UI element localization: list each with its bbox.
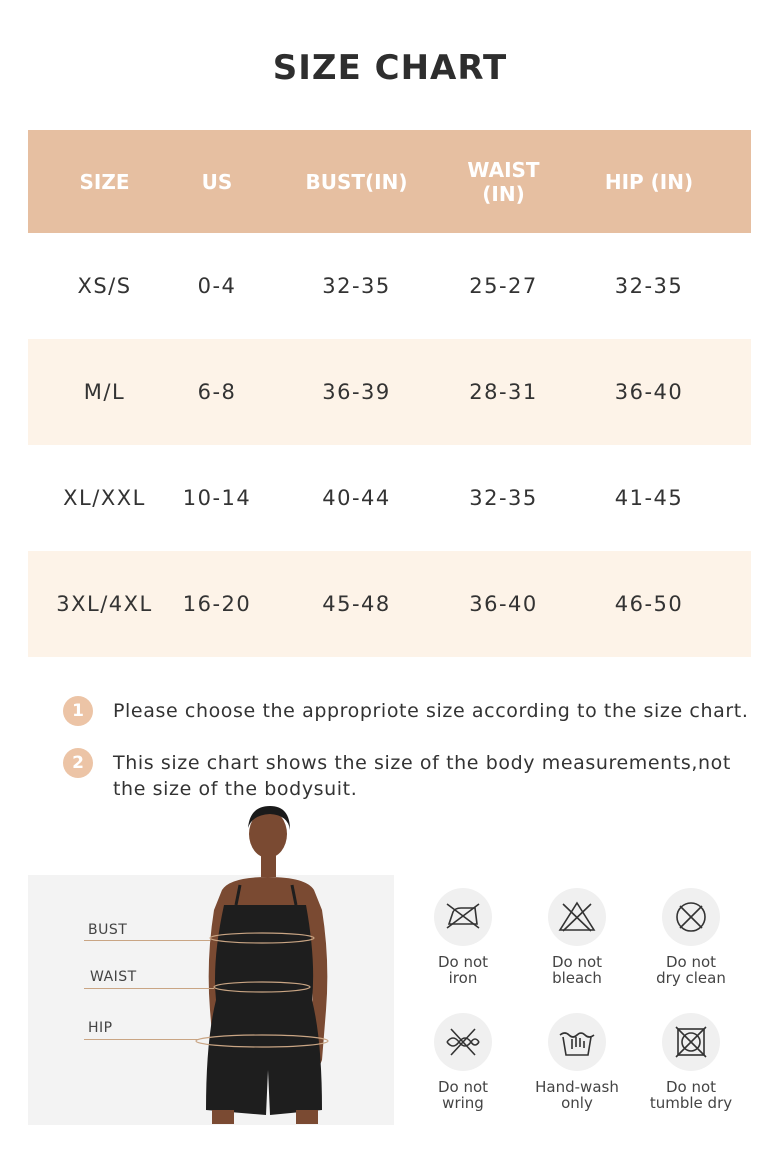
cell-us: 16-20 [182,592,252,616]
hip-line [84,1039,198,1040]
care-label-line1: Do not [437,953,489,971]
care-label-line1: Do not [665,1078,717,1096]
cell-hip: 41-45 [614,486,684,510]
no-iron-icon [434,888,492,946]
cell-bust: 45-48 [322,592,391,616]
waist-line [84,988,214,989]
cell-bust: 32-35 [322,274,391,298]
cell-hip: 36-40 [614,380,684,404]
care-label-line2: iron [448,969,478,987]
cell-size: XL/XXL [63,486,146,510]
bust-label: BUST [88,922,128,938]
header-waist: WAIST (IN) [467,157,540,206]
care-label-line2: dry clean [656,969,726,987]
cell-waist: 36-40 [469,592,538,616]
hand-wash-icon [548,1013,606,1071]
bust-line [84,940,210,941]
cell-bust: 36-39 [322,380,391,404]
cell-us: 6-8 [197,380,237,404]
no-bleach-icon [548,888,606,946]
care-no-iron [403,888,523,986]
cell-waist: 28-31 [469,380,538,404]
cell-us: 0-4 [197,274,237,298]
header-hip: HIP (IN) [604,169,694,194]
hip-label: HIP [88,1020,113,1036]
note-number-badge: 1 [63,696,93,726]
care-label-line1: Hand-wash [535,1078,619,1096]
no-dry-clean-icon [662,888,720,946]
care-no-wring [403,1013,523,1111]
page-title: SIZE CHART [272,48,508,88]
header-us: US [201,169,233,194]
care-hand-wash [517,1013,637,1111]
note-text: Please choose the appropriote size according to the size chart. [113,700,749,722]
cell-size: 3XL/4XL [56,592,153,616]
note-text: This size chart shows the size of the body measurements,not the size of the bodysuit. [113,752,731,800]
care-no-tumble-dry [631,1013,751,1111]
waist-label: WAIST [90,969,137,985]
cell-size: M/L [83,380,126,404]
care-label-line2: only [561,1094,593,1112]
care-label-line1: Do not [665,953,717,971]
header-size: SIZE [79,169,130,194]
no-wring-icon [434,1013,492,1071]
care-label-line2: wring [442,1094,484,1112]
note-number-badge: 2 [63,748,93,778]
cell-hip: 46-50 [614,592,684,616]
no-tumble-dry-icon [662,1013,720,1071]
cell-bust: 40-44 [322,486,391,510]
cell-us: 10-14 [182,486,252,510]
care-label-line1: Do not [437,1078,489,1096]
header-bust: BUST(IN) [305,169,408,194]
care-label-line1: Do not [551,953,603,971]
cell-waist: 32-35 [469,486,538,510]
cell-size: XS/S [77,274,132,298]
care-no-dry-clean [631,888,751,986]
care-no-bleach [517,888,637,986]
care-label-line2: bleach [552,969,602,987]
cell-hip: 32-35 [614,274,684,298]
cell-waist: 25-27 [469,274,538,298]
care-label-line2: tumble dry [649,1094,733,1112]
